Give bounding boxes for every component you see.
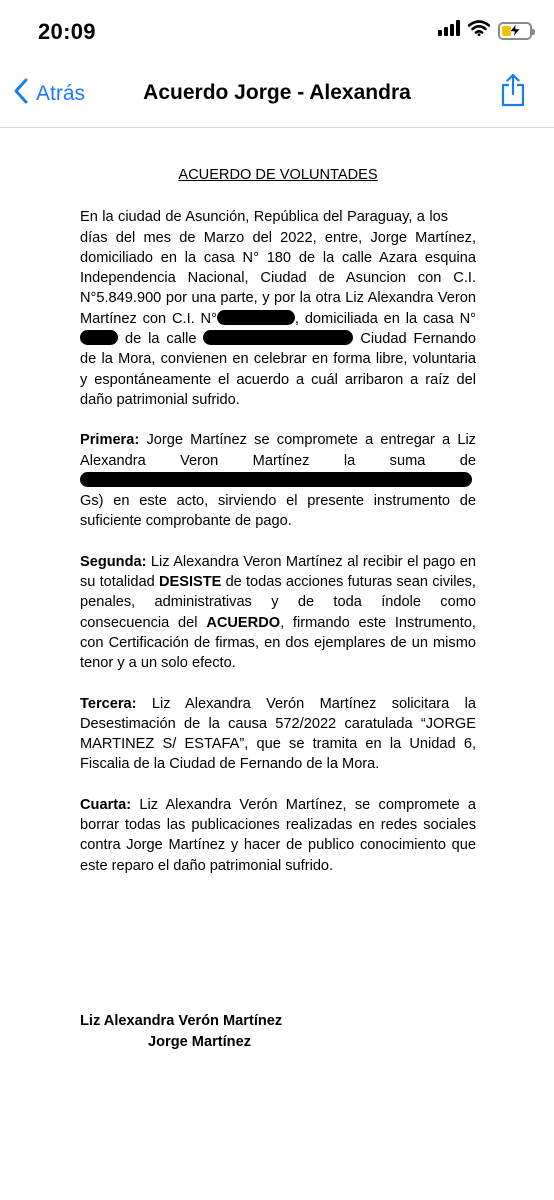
clause-segunda bbox=[80, 552, 476, 674]
redaction-mark bbox=[203, 330, 353, 345]
document-body bbox=[80, 165, 476, 896]
clause-label: Segunda: bbox=[80, 553, 147, 570]
clause-label: Cuarta: bbox=[80, 796, 132, 813]
clause-tercera bbox=[80, 694, 476, 775]
signature-name: Jorge Martínez bbox=[148, 1034, 251, 1050]
back-label: Atrás bbox=[36, 82, 86, 105]
document-title: ACUERDO DE VOLUNTADES bbox=[178, 167, 378, 183]
clause-label: Tercera: bbox=[80, 695, 137, 712]
clause-text: de todas acciones futuras sean civiles, penales, administrativas y de toda índole como consecuencia del bbox=[80, 574, 476, 631]
nav-bar bbox=[0, 62, 554, 128]
battery-charging-icon bbox=[498, 22, 532, 40]
signature-name: Liz Alexandra Verón Martínez bbox=[80, 1013, 283, 1029]
clause-text: , firmando este Instrumento, con Certificación de firmas, en dos ejemplares de un mismo tenor y a un solo efecto. bbox=[80, 614, 476, 672]
status-bar bbox=[0, 0, 554, 62]
status-icons bbox=[438, 20, 532, 41]
intro-paragraph bbox=[80, 207, 476, 410]
redaction-mark bbox=[80, 330, 118, 345]
intro-text-1: En la ciudad de Asunción, República del Paraguay, a los bbox=[80, 209, 448, 226]
clause-text: Liz Alexandra Veron Martínez al recibir el pago en su totalidad bbox=[80, 553, 476, 591]
wifi-icon bbox=[468, 20, 490, 41]
intro-text-2: días del mes de Marzo del 2022, entre, Jorge Martínez, domiciliado en la casa N° 180 de la calle Azara esquina Independencia Nacional, Ciudad de Asuncion con C.I. N°5.849.900 por una parte, y por la otra Liz Alexandra Veron Martínez con C.I. N° bbox=[80, 229, 476, 327]
cellular-signal-icon bbox=[438, 20, 460, 41]
share-icon bbox=[500, 94, 526, 111]
intro-text-4: de la calle bbox=[124, 331, 197, 348]
clause-emphasis: DESISTE bbox=[158, 574, 222, 591]
clause-text: Jorge Martínez se compromete a entregar a Liz Alexandra Veron Martínez la suma de bbox=[80, 432, 476, 469]
clause-cuarta bbox=[80, 795, 476, 876]
share-button[interactable] bbox=[500, 73, 526, 112]
page-title: Acuerdo Jorge - Alexandra bbox=[143, 81, 411, 104]
status-time: 20:09 bbox=[38, 19, 96, 44]
intro-text-5: Ciudad Fernando de la Mora, convienen en celebrar en forma libre, voluntaria y espontáneamente el acuerdo a cuál arribaron a raíz del daño patrimonial sufrido. bbox=[80, 331, 477, 408]
redaction-mark bbox=[217, 310, 295, 325]
intro-text-3: , domiciliada en la casa N° bbox=[294, 310, 476, 327]
redaction-mark bbox=[80, 472, 472, 487]
clause-text: Gs) en este acto, sirviendo el presente instrumento de suficiente comprobante de pago. bbox=[80, 493, 476, 530]
clause-emphasis: ACUERDO bbox=[206, 614, 281, 631]
clause-label: Primera: bbox=[80, 432, 140, 449]
clause-text: Liz Alexandra Verón Martínez solicitara la Desestimación de la causa 572/2022 caratulada “JORGE MARTINEZ S/ ESTAFA”, que se tramita en la Unidad 6, Fiscalia de la Ciudad de Fernando de la Mora. bbox=[80, 695, 476, 773]
clause-primera bbox=[80, 430, 476, 531]
clause-text: Liz Alexandra Verón Martínez, se compromete a borrar todas las publicaciones realizadas en redes sociales contra Jorge Martínez y hacer de publico conocimiento que este reparo el daño patrimonial sufrido. bbox=[80, 796, 476, 874]
signature-block bbox=[80, 1011, 282, 1053]
